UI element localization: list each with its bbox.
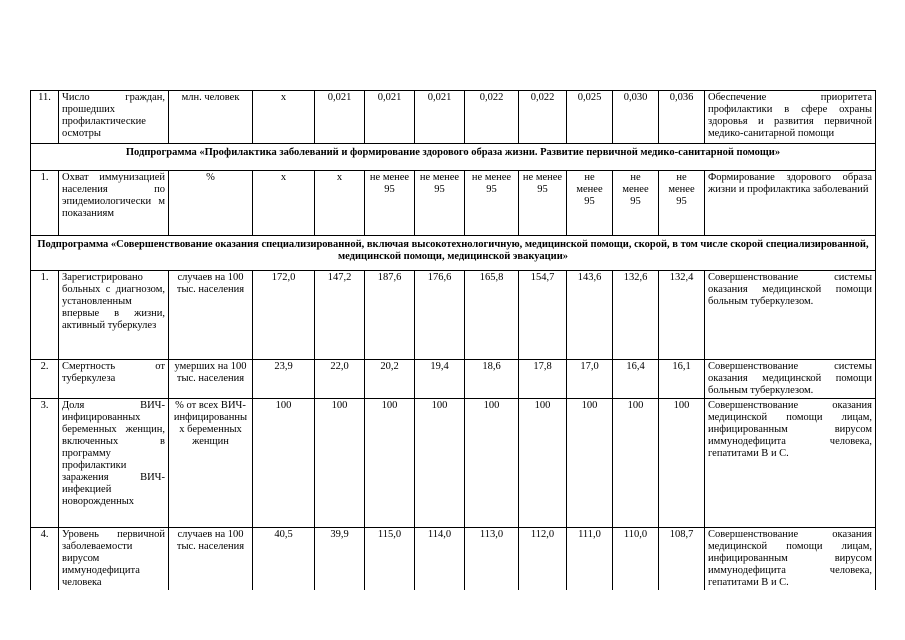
unit-of-measure: % <box>169 171 253 236</box>
subprogram-title: Подпрограмма «Профилактика заболеваний и формирование здорового образа жизни. Развитие первичной медико-санитарной помощи» <box>31 144 876 171</box>
indicator-name: Уровень первичной заболеваемости вирусом иммунодефицита человека <box>59 528 169 591</box>
year-value: 16,4 <box>613 360 659 399</box>
table-row <box>31 399 876 528</box>
year-value: не менее 95 <box>365 171 415 236</box>
year-value: 108,7 <box>659 528 705 591</box>
year-value: 100 <box>659 399 705 528</box>
indicator-name: Зарегистрировано больных с диагнозом, установленным впервые в жизни, активный туберкулез <box>59 271 169 360</box>
year-value: 22,0 <box>315 360 365 399</box>
year-value: 176,6 <box>415 271 465 360</box>
year-value: 17,0 <box>567 360 613 399</box>
subprogram-title: Подпрограмма «Совершенствование оказания специализированной, включая высокотехнологичную, медицинской помощи, скорой, в том числе скорой специализированной, медицинской помощи, медицинской эвакуации» <box>31 236 876 271</box>
table-row <box>31 528 876 591</box>
year-value: 100 <box>465 399 519 528</box>
year-value: 39,9 <box>315 528 365 591</box>
year-value: 100 <box>415 399 465 528</box>
table-row <box>31 171 876 236</box>
goal-description: Обеспечение приоритета профилактики в сфере охраны здоровья и развития первичной медико-санитарной помощи <box>705 91 876 144</box>
year-value: 20,2 <box>365 360 415 399</box>
year-value: 0,022 <box>519 91 567 144</box>
year-value: 18,6 <box>465 360 519 399</box>
year-value: х <box>253 91 315 144</box>
year-value: 40,5 <box>253 528 315 591</box>
year-value: 113,0 <box>465 528 519 591</box>
table-row <box>31 91 876 144</box>
year-value: 100 <box>519 399 567 528</box>
year-value: х <box>315 171 365 236</box>
row-number: 4. <box>31 528 59 591</box>
year-value: 112,0 <box>519 528 567 591</box>
year-value: 114,0 <box>415 528 465 591</box>
year-value: не менее 95 <box>465 171 519 236</box>
year-value: 19,4 <box>415 360 465 399</box>
table-row <box>31 360 876 399</box>
year-value: не менее 95 <box>613 171 659 236</box>
goal-description: Совершенствование системы оказания медицинской помощи больным туберкулезом. <box>705 271 876 360</box>
year-value: 23,9 <box>253 360 315 399</box>
year-value: 100 <box>253 399 315 528</box>
goal-description: Формирование здорового образа жизни и профилактика заболеваний <box>705 171 876 236</box>
year-value: 0,021 <box>415 91 465 144</box>
year-value: 0,036 <box>659 91 705 144</box>
unit-of-measure: % от всех ВИЧ-инфицированны х беременных женщин <box>169 399 253 528</box>
indicator-name: Доля ВИЧ-инфицированных беременных женщин, включенных в программу профилактики заражения ВИЧ-инфекцией новорожденных <box>59 399 169 528</box>
year-value: не менее 95 <box>415 171 465 236</box>
year-value: 100 <box>613 399 659 528</box>
year-value: 187,6 <box>365 271 415 360</box>
year-value: 0,022 <box>465 91 519 144</box>
indicator-name: Число граждан, прошедших профилактические осмотры <box>59 91 169 144</box>
year-value: 0,025 <box>567 91 613 144</box>
indicators-table <box>30 90 876 590</box>
year-value: 0,030 <box>613 91 659 144</box>
year-value: 172,0 <box>253 271 315 360</box>
row-number: 1. <box>31 271 59 360</box>
year-value: не менее 95 <box>567 171 613 236</box>
year-value: 154,7 <box>519 271 567 360</box>
unit-of-measure: случаев на 100 тыс. населения <box>169 528 253 591</box>
year-value: 100 <box>567 399 613 528</box>
year-value: х <box>253 171 315 236</box>
year-value: не менее 95 <box>519 171 567 236</box>
section-header-row <box>31 236 876 271</box>
goal-description: Совершенствование оказания медицинской помощи лицам, инфицированным вирусом иммунодефицита человека, гепатитами В и С. <box>705 399 876 528</box>
year-value: 0,021 <box>315 91 365 144</box>
unit-of-measure: умерших на 100 тыс. населения <box>169 360 253 399</box>
year-value: 143,6 <box>567 271 613 360</box>
goal-description: Совершенствование оказания медицинской помощи лицам, инфицированным вирусом иммунодефицита человека, гепатитами В и С. <box>705 528 876 591</box>
goal-description: Совершенствование системы оказания медицинской помощи больным туберкулезом. <box>705 360 876 399</box>
table-body <box>31 91 876 591</box>
row-number: 1. <box>31 171 59 236</box>
year-value: 100 <box>315 399 365 528</box>
unit-of-measure: случаев на 100 тыс. населения <box>169 271 253 360</box>
year-value: 132,4 <box>659 271 705 360</box>
year-value: 111,0 <box>567 528 613 591</box>
year-value: 16,1 <box>659 360 705 399</box>
year-value: 110,0 <box>613 528 659 591</box>
indicator-name: Охват иммунизацией населения по эпидемиологически м показаниям <box>59 171 169 236</box>
row-number: 2. <box>31 360 59 399</box>
indicator-name: Смертность от туберкулеза <box>59 360 169 399</box>
year-value: 0,021 <box>365 91 415 144</box>
year-value: 115,0 <box>365 528 415 591</box>
year-value: 147,2 <box>315 271 365 360</box>
row-number: 3. <box>31 399 59 528</box>
year-value: не менее 95 <box>659 171 705 236</box>
table-row <box>31 271 876 360</box>
year-value: 100 <box>365 399 415 528</box>
year-value: 165,8 <box>465 271 519 360</box>
row-number: 11. <box>31 91 59 144</box>
section-header-row <box>31 144 876 171</box>
year-value: 17,8 <box>519 360 567 399</box>
year-value: 132,6 <box>613 271 659 360</box>
unit-of-measure: млн. человек <box>169 91 253 144</box>
